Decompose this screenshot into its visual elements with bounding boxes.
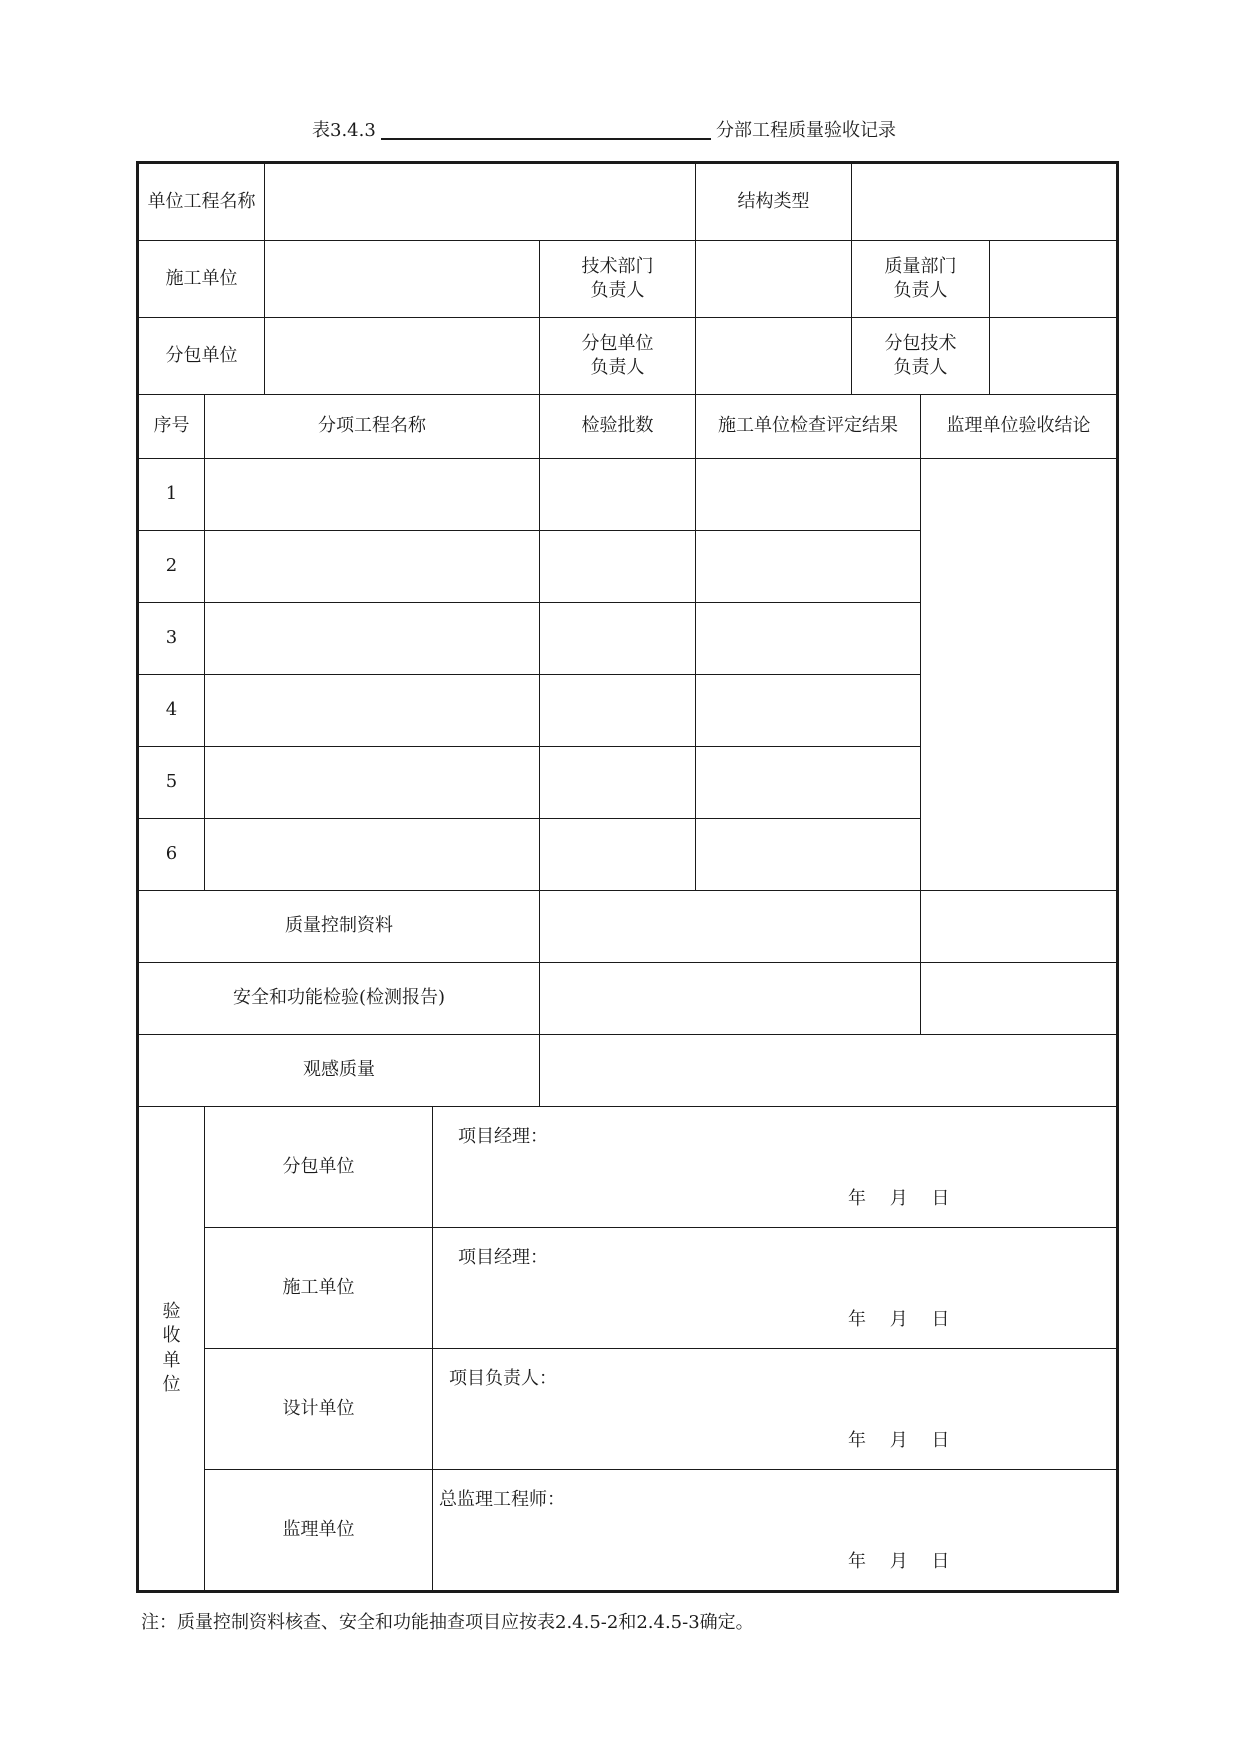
table-row (138, 459, 1118, 531)
label-safety-function: 安全和功能检验(检测报告) (138, 963, 540, 1035)
item-name-cell[interactable] (205, 603, 540, 675)
row-number: 5 (138, 747, 205, 819)
batch-count-cell[interactable] (540, 819, 696, 891)
field-construction-unit[interactable] (265, 241, 540, 318)
batch-count-cell[interactable] (540, 675, 696, 747)
label-appearance-quality: 观感质量 (138, 1035, 540, 1107)
party-signature-cell[interactable] (433, 1107, 1118, 1228)
signer-label: 项目经理： (458, 1247, 548, 1268)
quality-control-row (138, 891, 1118, 963)
construction-result-cell[interactable] (696, 531, 921, 603)
field-structure-type[interactable] (852, 163, 1118, 241)
batch-count-cell[interactable] (540, 531, 696, 603)
quality-dept-line2: 负责人 (893, 280, 948, 301)
field-appearance-quality[interactable] (540, 1035, 1118, 1107)
label-structure-type: 结构类型 (696, 163, 852, 241)
construction-result-cell[interactable] (696, 819, 921, 891)
row-number: 4 (138, 675, 205, 747)
acceptance-form-table (136, 161, 1119, 1593)
header-row-construction (138, 241, 1118, 318)
col-batch-count: 检验批数 (540, 395, 696, 459)
quality-dept-line1: 质量部门 (884, 255, 957, 277)
label-construction-unit: 施工单位 (138, 241, 265, 318)
item-name-cell[interactable] (205, 675, 540, 747)
row-number: 2 (138, 531, 205, 603)
acceptance-char: 收 (162, 1325, 181, 1347)
label-tech-dept-head (540, 241, 696, 318)
construction-result-cell[interactable] (696, 675, 921, 747)
batch-count-cell[interactable] (540, 603, 696, 675)
form-number: 表3.4.3 (312, 120, 376, 141)
batch-count-cell[interactable] (540, 747, 696, 819)
header-row-subcontract (138, 318, 1118, 395)
field-unit-project-name[interactable] (265, 163, 696, 241)
party-unit-name: 分包单位 (205, 1107, 433, 1228)
label-sub-unit-head (540, 318, 696, 395)
acceptance-row-subcontract (138, 1107, 1118, 1228)
label-sub-tech-head (852, 318, 990, 395)
label-unit-project-name: 单位工程名称 (138, 163, 265, 241)
construction-result-cell[interactable] (696, 603, 921, 675)
item-name-cell[interactable] (205, 819, 540, 891)
date-label: 年 月 日 (848, 1430, 950, 1451)
footnote: 注：质量控制资料核查、安全和功能抽查项目应按表2.4.5-2和2.4.5-3确定。 (141, 1612, 754, 1633)
acceptance-row-design (138, 1349, 1118, 1470)
tech-dept-line1: 技术部门 (581, 255, 654, 277)
signer-label: 项目经理： (458, 1126, 548, 1147)
label-subcontract-unit: 分包单位 (138, 318, 265, 395)
column-header-row (138, 395, 1118, 459)
col-no: 序号 (138, 395, 205, 459)
row-number: 3 (138, 603, 205, 675)
signer-label: 项目负责人： (449, 1368, 557, 1389)
field-tech-dept-head[interactable] (696, 241, 852, 318)
sub-tech-line2: 负责人 (893, 357, 948, 378)
signer-label: 总监理工程师： (439, 1489, 565, 1510)
item-name-cell[interactable] (205, 531, 540, 603)
item-name-cell[interactable] (205, 459, 540, 531)
batch-count-cell[interactable] (540, 459, 696, 531)
field-quality-dept-head[interactable] (990, 241, 1118, 318)
acceptance-char: 验 (162, 1300, 181, 1322)
acceptance-units-label (138, 1107, 205, 1592)
item-name-cell[interactable] (205, 747, 540, 819)
field-safety-function-conclusion[interactable] (921, 963, 1118, 1035)
col-construction-result: 施工单位检查评定结果 (696, 395, 921, 459)
tech-dept-line2: 负责人 (590, 280, 645, 301)
date-label: 年 月 日 (848, 1188, 950, 1209)
form-title-text: 分部工程质量验收记录 (716, 120, 896, 141)
sub-tech-line1: 分包技术 (884, 332, 957, 354)
party-signature-cell[interactable] (433, 1470, 1118, 1592)
appearance-row (138, 1035, 1118, 1107)
col-supervision-result: 监理单位验收结论 (921, 395, 1118, 459)
acceptance-row-construction (138, 1228, 1118, 1349)
construction-result-cell[interactable] (696, 747, 921, 819)
supervision-conclusion-cell[interactable] (921, 459, 1118, 891)
field-sub-unit-head[interactable] (696, 318, 852, 395)
project-name-blank[interactable] (381, 138, 711, 140)
date-label: 年 月 日 (848, 1551, 950, 1572)
acceptance-row-supervision (138, 1470, 1118, 1592)
label-quality-control: 质量控制资料 (138, 891, 540, 963)
form-title (312, 116, 912, 144)
sub-unit-head-line2: 负责人 (590, 357, 645, 378)
field-quality-control-check[interactable] (540, 891, 921, 963)
acceptance-char: 位 (162, 1373, 181, 1395)
label-quality-dept-head (852, 241, 990, 318)
party-signature-cell[interactable] (433, 1349, 1118, 1470)
construction-result-cell[interactable] (696, 459, 921, 531)
col-item-name: 分项工程名称 (205, 395, 540, 459)
field-quality-control-conclusion[interactable] (921, 891, 1118, 963)
party-unit-name: 施工单位 (205, 1228, 433, 1349)
date-label: 年 月 日 (848, 1309, 950, 1330)
safety-function-row (138, 963, 1118, 1035)
party-unit-name: 设计单位 (205, 1349, 433, 1470)
party-unit-name: 监理单位 (205, 1470, 433, 1592)
sub-unit-head-line1: 分包单位 (581, 332, 654, 354)
acceptance-char: 单 (162, 1349, 181, 1371)
party-signature-cell[interactable] (433, 1228, 1118, 1349)
row-number: 6 (138, 819, 205, 891)
row-number: 1 (138, 459, 205, 531)
field-sub-tech-head[interactable] (990, 318, 1118, 395)
header-row-unit (138, 163, 1118, 241)
field-subcontract-unit[interactable] (265, 318, 540, 395)
field-safety-function-check[interactable] (540, 963, 921, 1035)
